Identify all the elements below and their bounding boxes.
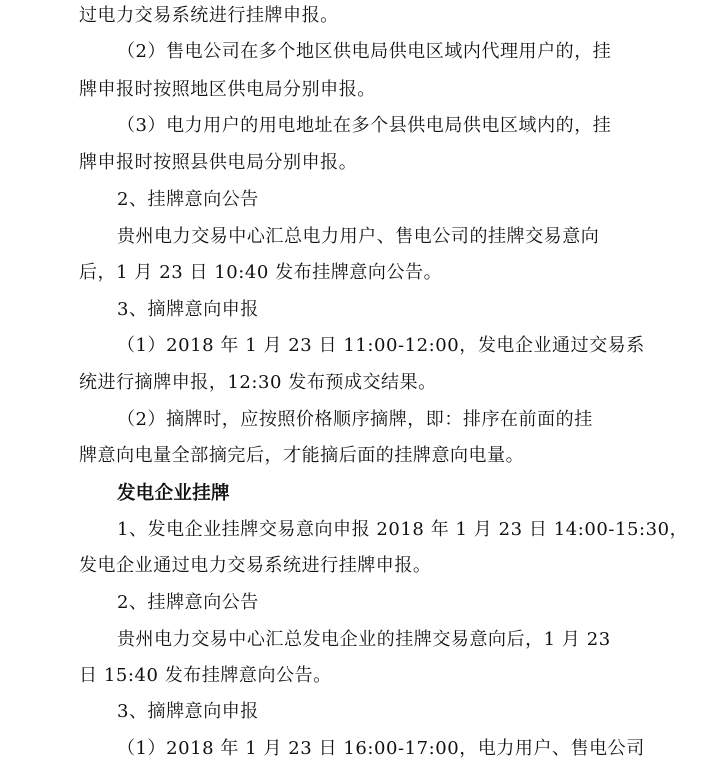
text-line: 日 15:40 发布挂牌意向公告。 (79, 665, 332, 686)
text-line: 牌申报时按照县供电局分别申报。 (79, 152, 358, 173)
section-heading: 2、挂牌意向公告 (117, 592, 259, 613)
section-heading: 3、摘牌意向申报 (117, 299, 259, 320)
text-line: （2）摘牌时，应按照价格顺序摘牌，即：排序在前面的挂 (117, 409, 593, 430)
text-line: 发电企业通过电力交易系统进行挂牌申报。 (79, 555, 432, 576)
text-line: （1）2018 年 1 月 23 日 11:00-12:00，发电企业通过交易系 (117, 335, 645, 356)
text-line: 牌申报时按照地区供电局分别申报。 (79, 79, 376, 100)
text-line: （2）售电公司在多个地区供电局供电区域内代理用户的，挂 (117, 41, 612, 62)
text-line: 过电力交易系统进行挂牌申报。 (79, 5, 339, 26)
bold-heading: 发电企业挂牌 (117, 483, 230, 504)
text-line: 1、发电企业挂牌交易意向申报 2018 年 1 月 23 日 14:00-15:30， (117, 519, 689, 540)
text-line: （3）电力用户的用电地址在多个县供电局供电区域内的，挂 (117, 115, 612, 136)
section-heading: 2、挂牌意向公告 (117, 189, 259, 210)
text-line: 贵州电力交易中心汇总电力用户、售电公司的挂牌交易意向 (117, 226, 600, 247)
text-line: 统进行摘牌申报，12:30 发布预成交结果。 (79, 372, 437, 393)
text-line: 牌意向电量全部摘完后，才能摘后面的挂牌意向电量。 (79, 445, 525, 466)
text-line: 贵州电力交易中心汇总发电企业的挂牌交易意向后，1 月 23 (117, 629, 611, 650)
section-heading: 3、摘牌意向申报 (117, 701, 259, 722)
text-line: 后，1 月 23 日 10:40 发布挂牌意向公告。 (79, 262, 443, 283)
text-line: （1）2018 年 1 月 23 日 16:00-17:00，电力用户、售电公司 (117, 738, 645, 759)
